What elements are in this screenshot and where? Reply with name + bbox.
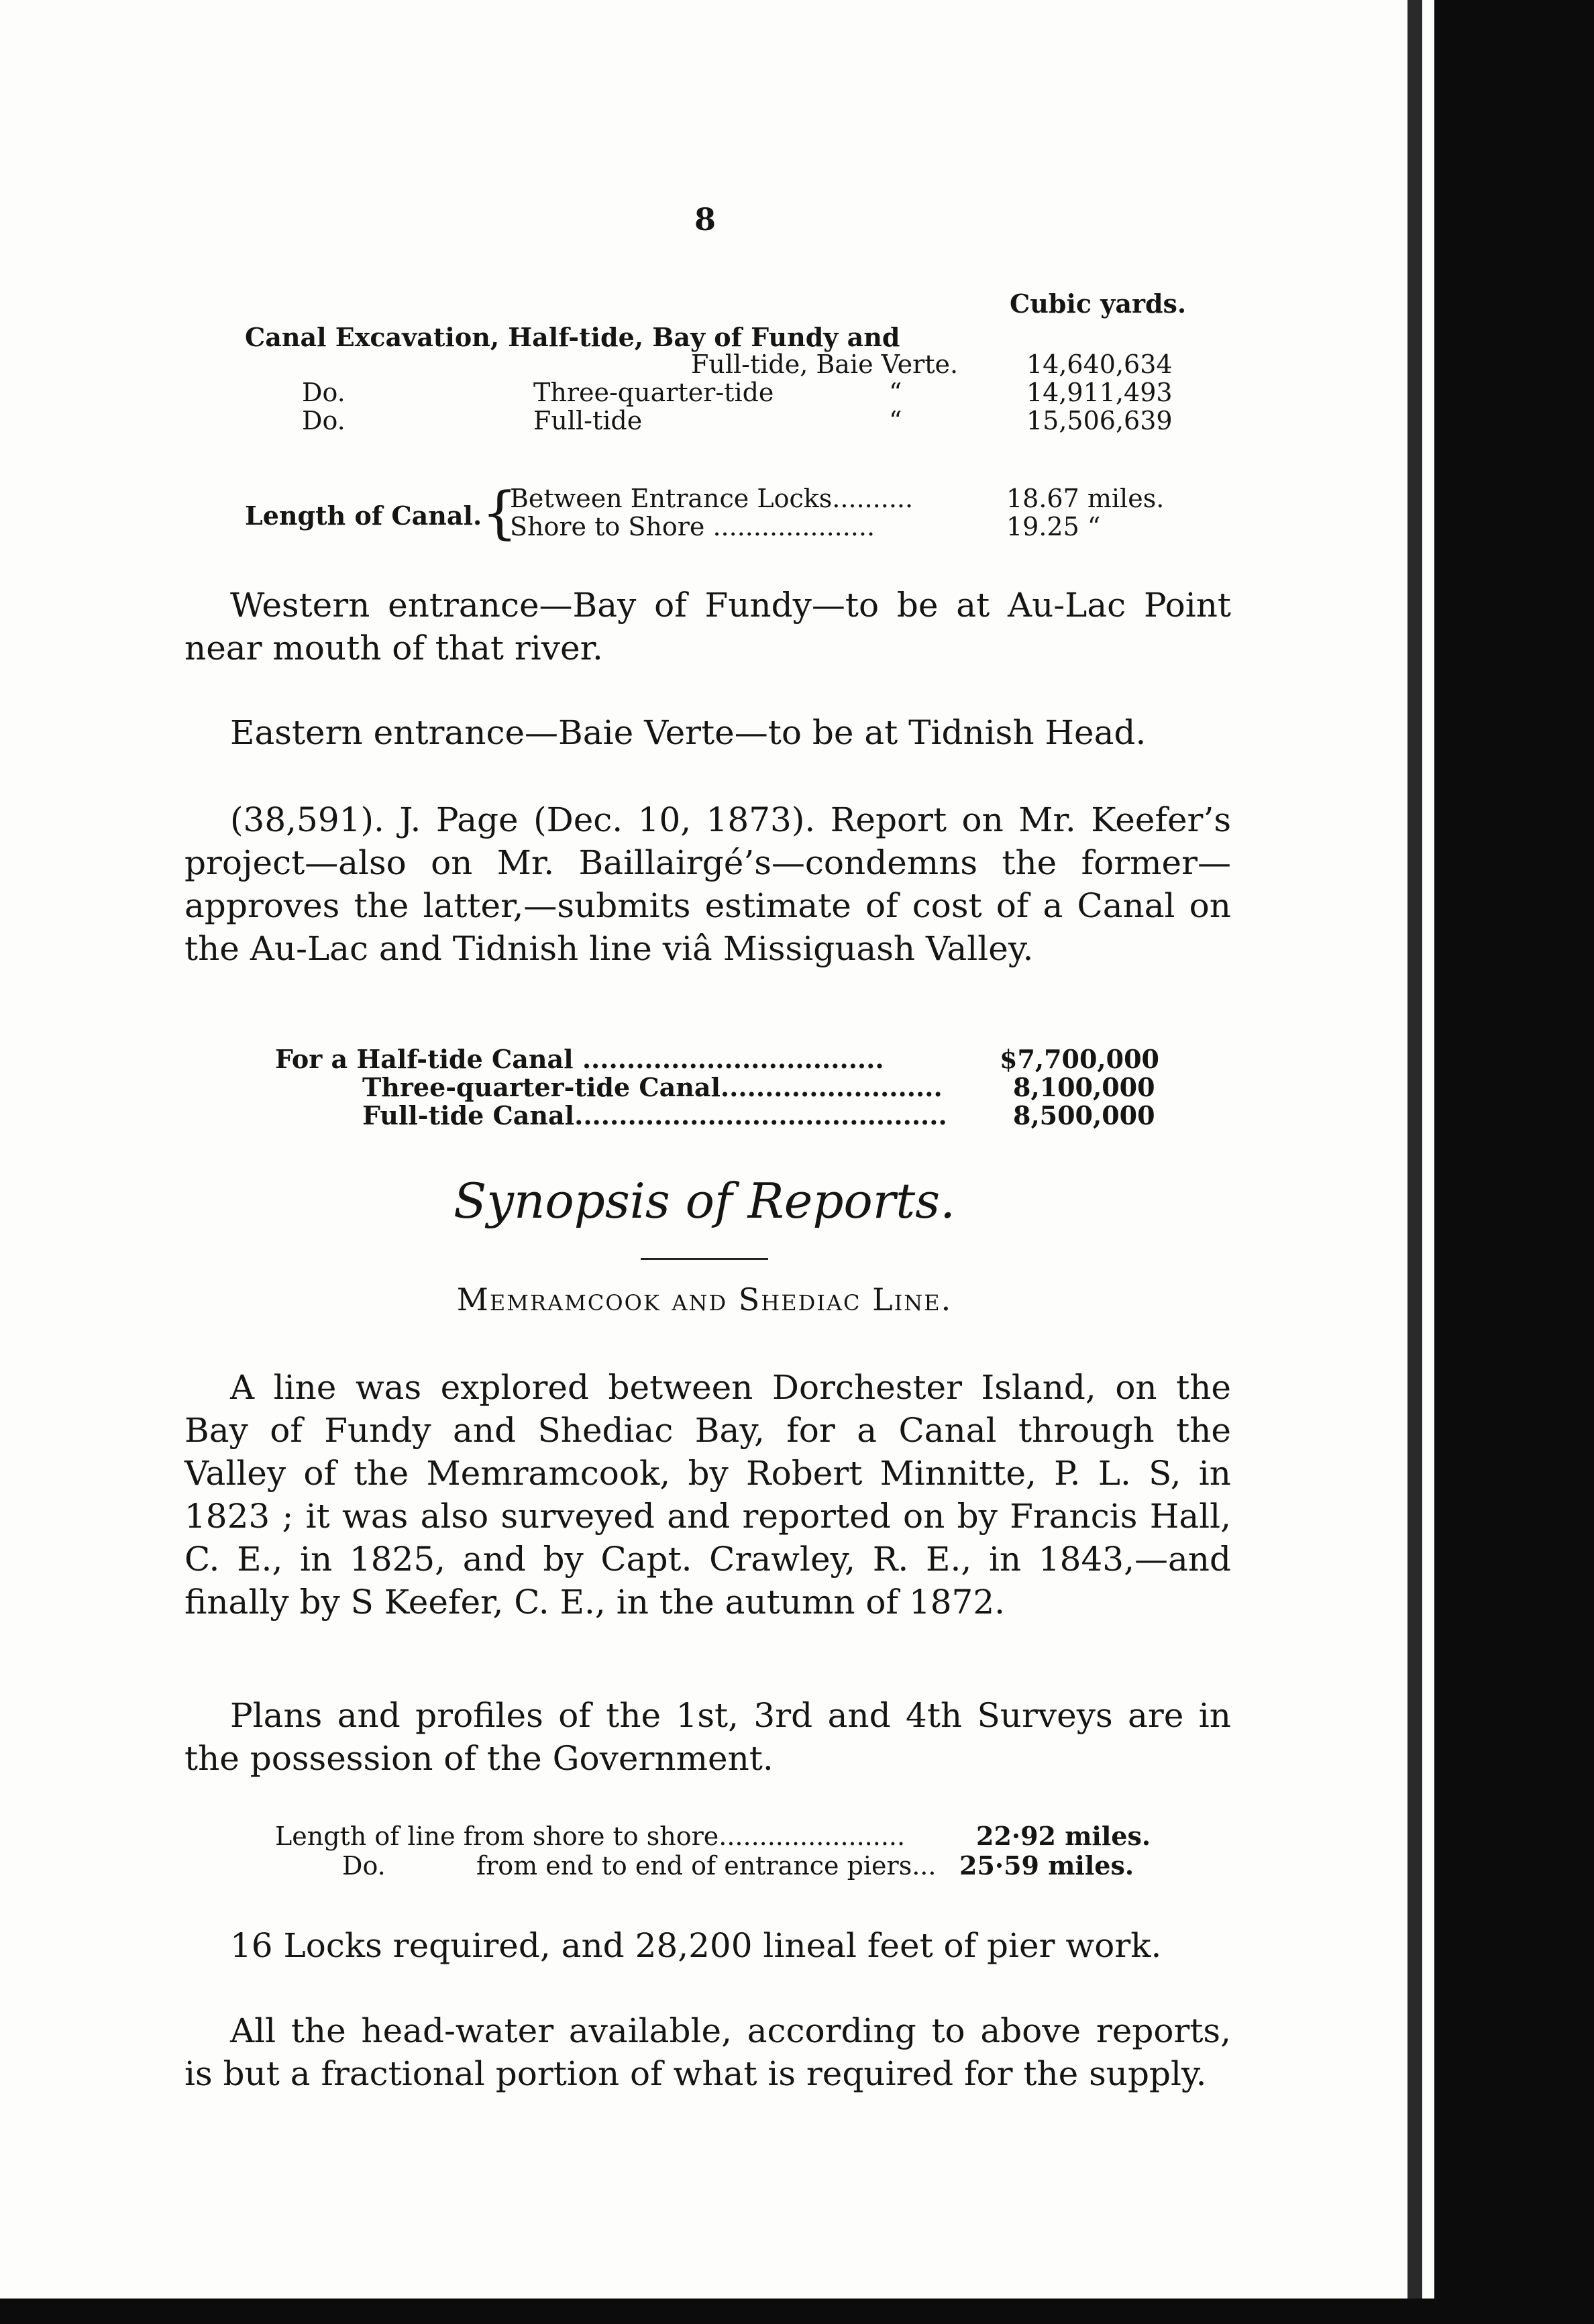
excavation-line1-value: 14,640,634	[1026, 350, 1173, 379]
paragraph-locks-required: 16 Locks required, and 28,200 lineal feet of pier work.	[230, 1926, 1162, 1965]
length-row1-label: Between Entrance Locks..........	[510, 484, 914, 513]
excavation-line2-do: Do.	[302, 378, 346, 407]
scan-edge-line	[1407, 0, 1422, 2324]
paragraph-page-report: (38,591). J. Page (Dec. 10, 1873). Report on Mr. Keefer’s project—also on Mr. Baillairgé’s—condemns the former—approves the latter,—submits estimate of cost of a Canal on the Au-Lac and Tidnish line viâ Missiguash Valley.	[184, 800, 1231, 968]
paragraph-eastern-entrance: Eastern entrance—Baie Verte—to be at Tidnish Head.	[230, 713, 1147, 752]
length-row2-label: Shore to Shore ....................	[510, 512, 875, 541]
excavation-line3-value: 15,506,639	[1026, 406, 1173, 435]
brace-symbol: {	[482, 480, 518, 545]
excavation-line3-label: Full-tide	[533, 406, 643, 435]
estimate-row2-value: 8,100,000	[1013, 1072, 1155, 1102]
paragraph-plans-profiles: Plans and profiles of the 1st, 3rd and 4th Surveys are in the possession of the Government.	[184, 1696, 1231, 1778]
line-length-row1-value: 22·92 miles.	[976, 1821, 1151, 1851]
cubic-yards-header: Cubic yards.	[1010, 288, 1187, 319]
estimate-row2-label: Three-quarter-tide Canal.........................	[362, 1072, 943, 1102]
memramcook-shediac-heading: Memramcook and Shediac Line.	[456, 1281, 953, 1318]
heading-rule	[641, 1258, 768, 1260]
excavation-line2-value: 14,911,493	[1026, 378, 1173, 407]
excavation-line1-label: Canal Excavation, Half-tide, Bay of Fundy and	[245, 322, 900, 352]
length-row1-value: 18.67 miles.	[1006, 484, 1165, 513]
estimate-row3-label: Full-tide Canal..........................................	[362, 1100, 947, 1130]
length-of-canal-label: Length of Canal.	[245, 500, 482, 531]
estimate-row1-label: For a Half-tide Canal ..................................	[275, 1044, 884, 1074]
page-number: 8	[694, 201, 716, 237]
line-length-row2-label: from end to end of entrance piers...	[476, 1851, 937, 1881]
excavation-line1-sub: Full-tide, Baie Verte.	[691, 350, 959, 379]
line-length-row1-label: Length of line from shore to shore.......................	[275, 1821, 906, 1851]
excavation-line3-do: Do.	[302, 406, 346, 435]
length-row2-value: 19.25 “	[1006, 512, 1101, 541]
paragraph-head-water: All the head-water available, according to above reports, is but a fractional portion of what is required for the supply.	[184, 2011, 1231, 2093]
scan-border-right	[1434, 0, 1594, 2324]
paragraph-western-entrance: Western entrance—Bay of Fundy—to be at Au-Lac Point near mouth of that river.	[184, 586, 1231, 668]
synopsis-heading: Synopsis of Reports.	[454, 1173, 955, 1229]
line-length-row2-do: Do.	[342, 1851, 386, 1881]
excavation-line3-mark: “	[889, 406, 902, 435]
scan-border-bottom	[0, 2299, 1594, 2324]
line-length-row2-value: 25·59 miles.	[959, 1850, 1134, 1881]
excavation-line2-mark: “	[889, 378, 902, 407]
paragraph-line-explored: A line was explored between Dorchester Island, on the Bay of Fundy and Shediac Bay, for a Canal through the Valley of the Memramcook, by Robert Minnitte, P. L. S, in 1823 ; it was also surveyed and reported on by Francis Hall, C. E., in 1825, and by Capt. Crawley, R. E., in 1843,—and finally by S Keefer, C. E., in the autumn of 1872.	[184, 1368, 1231, 1622]
estimate-row1-value: $7,700,000	[1000, 1044, 1159, 1074]
estimate-row3-value: 8,500,000	[1013, 1100, 1155, 1130]
excavation-line2-label: Three-quarter-tide	[533, 378, 774, 407]
